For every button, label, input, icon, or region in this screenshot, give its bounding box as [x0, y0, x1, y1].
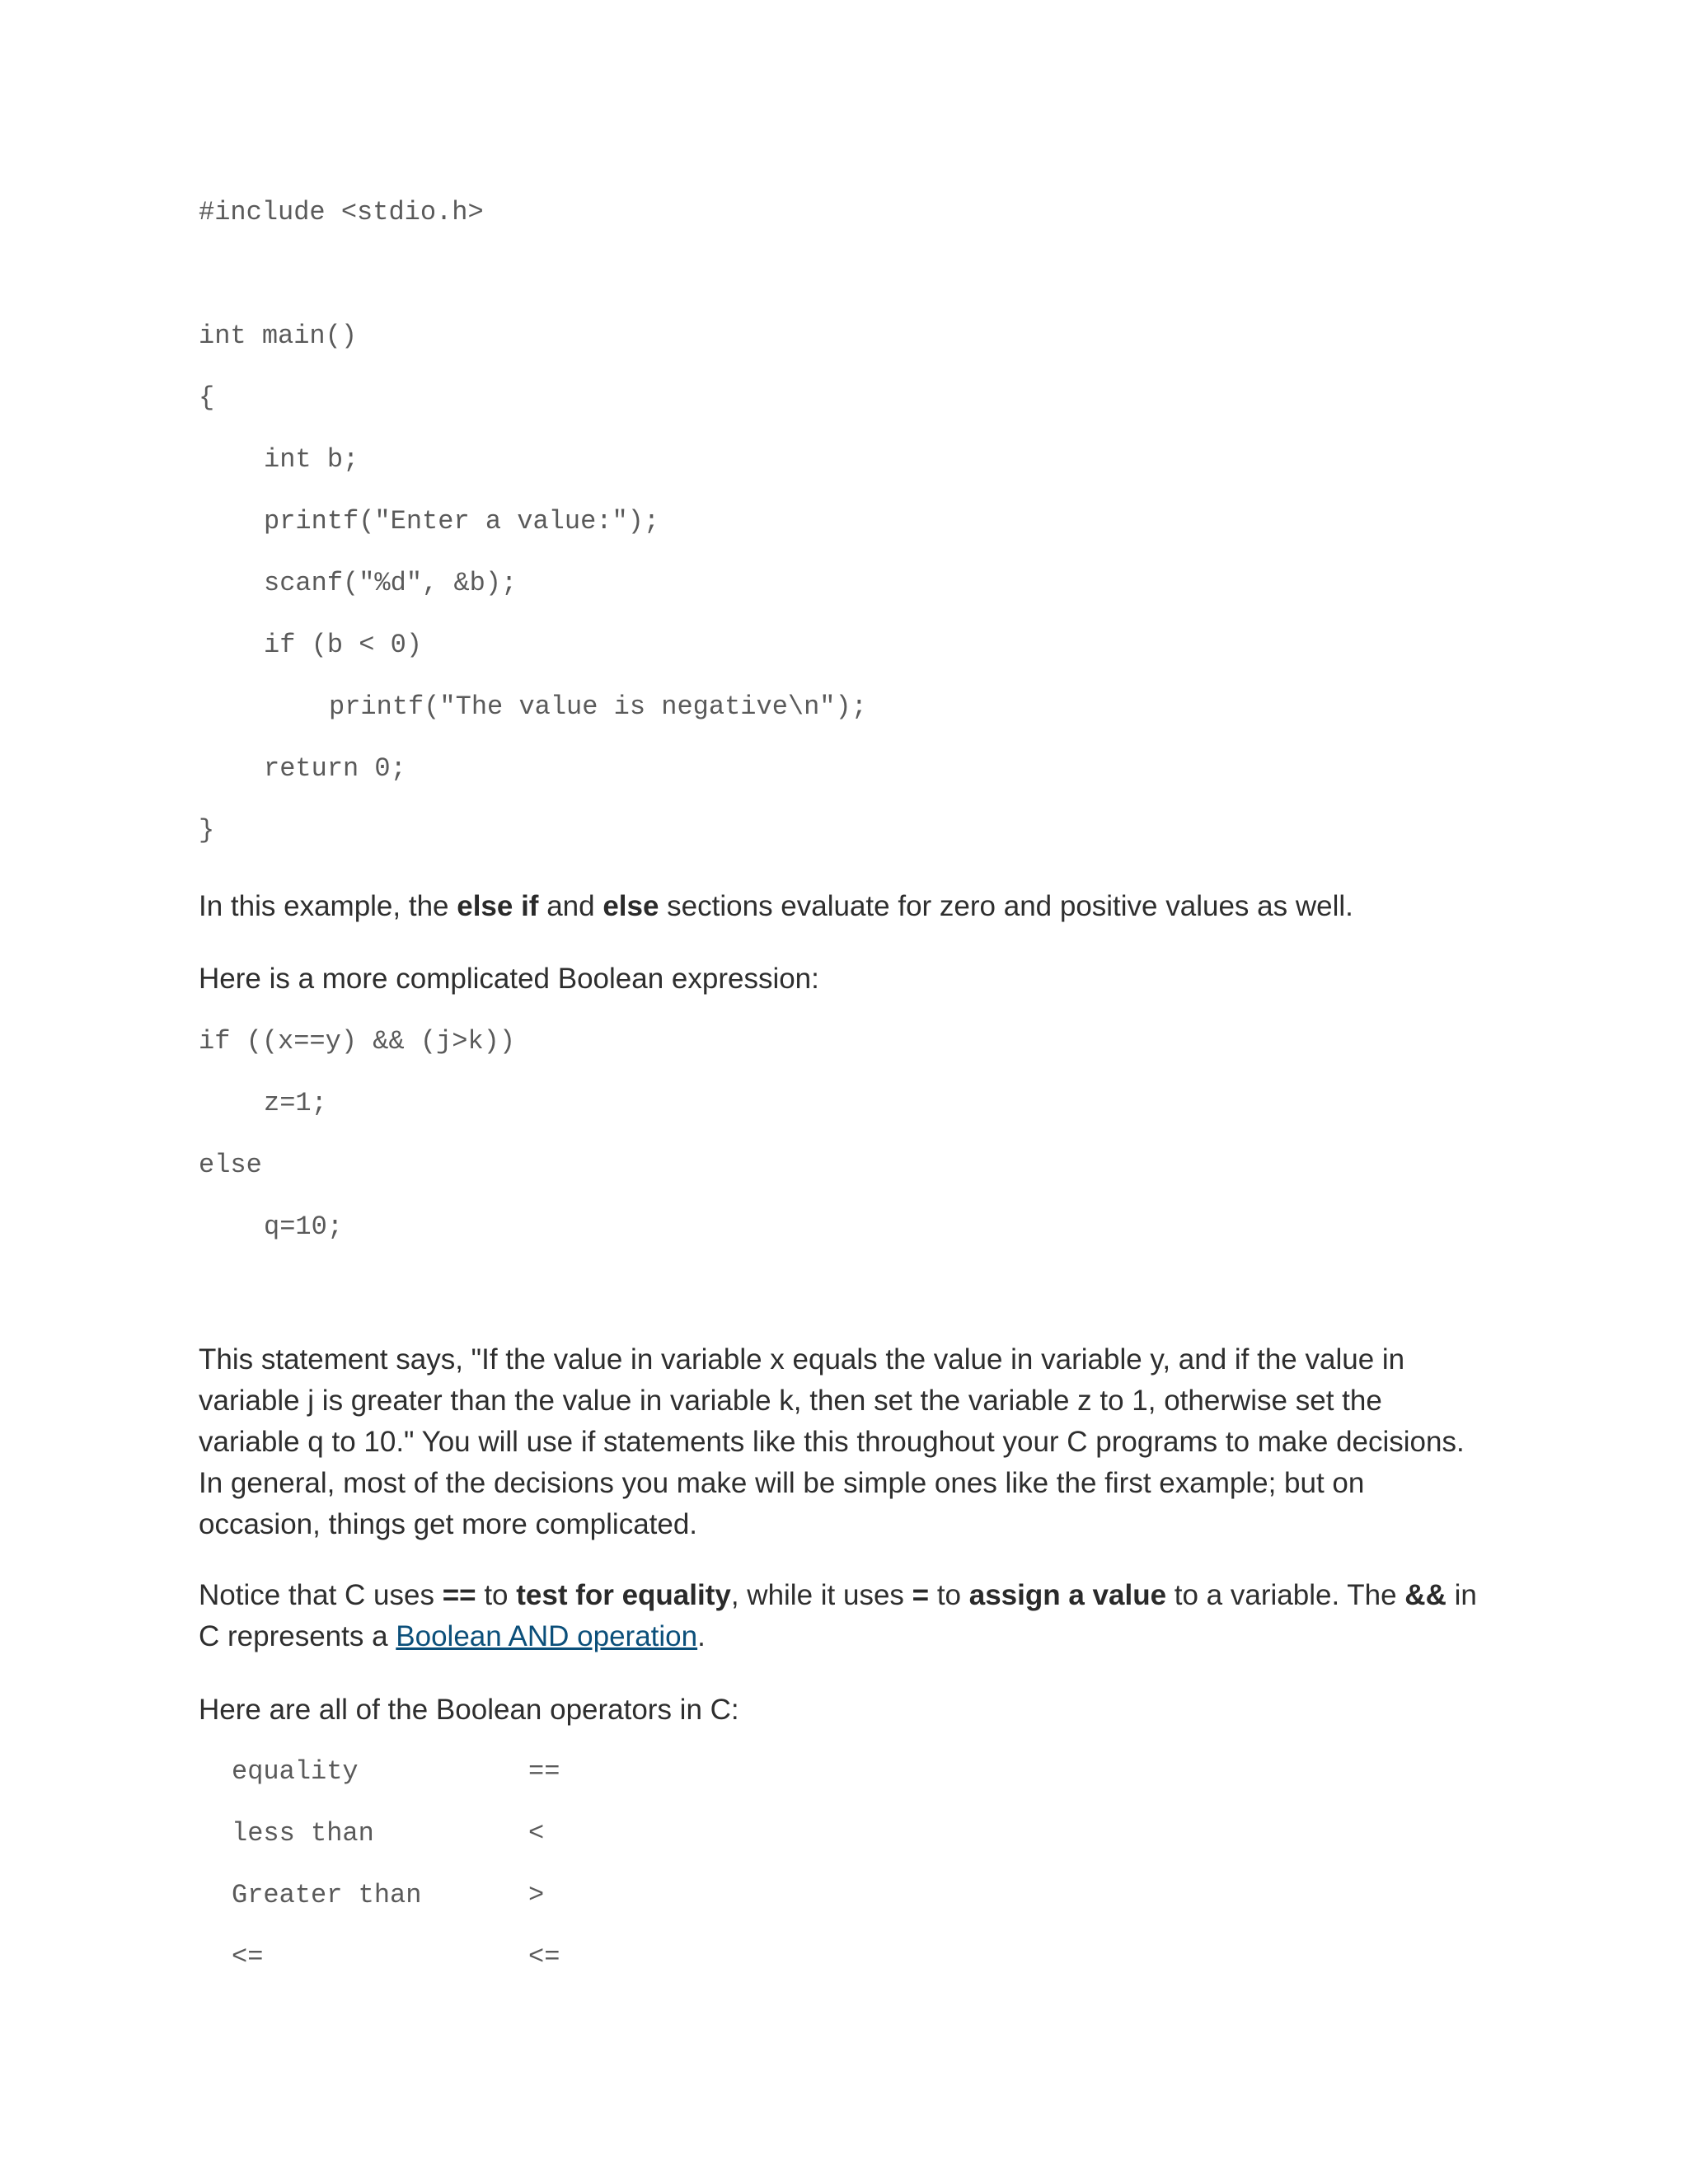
bold-text: else	[603, 890, 659, 922]
code-line: q=10;	[264, 1212, 344, 1242]
code-line: z=1;	[264, 1088, 327, 1118]
text: and	[538, 890, 603, 922]
paragraph-equality-notice	[199, 1575, 1484, 1657]
code-line: else	[199, 1150, 262, 1180]
operator-symbol: >	[528, 1880, 545, 1910]
text: in C represents a	[199, 1579, 1477, 1652]
code-line: printf("The value is negative\n");	[329, 691, 867, 722]
text: to	[476, 1579, 517, 1611]
code-line: {	[199, 382, 215, 413]
operator-name: <=	[232, 1942, 264, 1972]
bold-text: &&	[1404, 1579, 1447, 1611]
bold-text: ==	[442, 1579, 476, 1611]
bold-text: else if	[457, 890, 539, 922]
bold-text: test for equality	[516, 1579, 731, 1611]
text: .	[697, 1620, 706, 1652]
text: , while it uses	[730, 1579, 912, 1611]
paragraph-else-if	[199, 886, 1484, 927]
operator-symbol: ==	[528, 1756, 560, 1787]
text: Notice that C uses	[199, 1579, 443, 1611]
code-line: scanf("%d", &b);	[264, 568, 518, 598]
code-line: printf("Enter a value:");	[264, 506, 660, 537]
text: sections evaluate for zero and positive values as well.	[659, 890, 1353, 922]
operator-name: less than	[232, 1818, 374, 1849]
bold-text: =	[912, 1579, 930, 1611]
text: to a variable. The	[1166, 1579, 1405, 1611]
code-line: return 0;	[264, 753, 406, 784]
text: to	[929, 1579, 969, 1611]
code-line: int main()	[199, 321, 358, 351]
text: In this example, the	[199, 890, 457, 922]
code-line: int b;	[264, 444, 359, 475]
bold-text: assign a value	[968, 1579, 1167, 1611]
operator-symbol: <	[528, 1818, 545, 1849]
operator-name: equality	[232, 1756, 359, 1787]
code-line: if ((x==y) && (j>k))	[199, 1026, 516, 1057]
operator-name: Greater than	[232, 1880, 422, 1910]
paragraph-boolean-operators: Here are all of the Boolean operators in C:	[199, 1694, 739, 1726]
code-line: }	[199, 815, 215, 846]
operator-symbol: <=	[528, 1942, 560, 1972]
boolean-and-operation-link[interactable]: Boolean AND operation	[396, 1620, 698, 1652]
code-line: if (b < 0)	[264, 630, 423, 660]
code-line: #include <stdio.h>	[199, 197, 484, 227]
paragraph-statement-explanation: This statement says, "If the value in variable x equals the value in variable y, and if the value in variable j is greater than the value in variable k, then set the variable z to 1, otherwise set the variable q to 10." You will use if statements like this throughout your C programs to make decisions. In general, most of the decisions you make will be simple ones like the first example; but on occasion, things get more complicated.	[199, 1343, 1465, 1540]
paragraph-complicated-expression: Here is a more complicated Boolean expression:	[199, 963, 819, 995]
